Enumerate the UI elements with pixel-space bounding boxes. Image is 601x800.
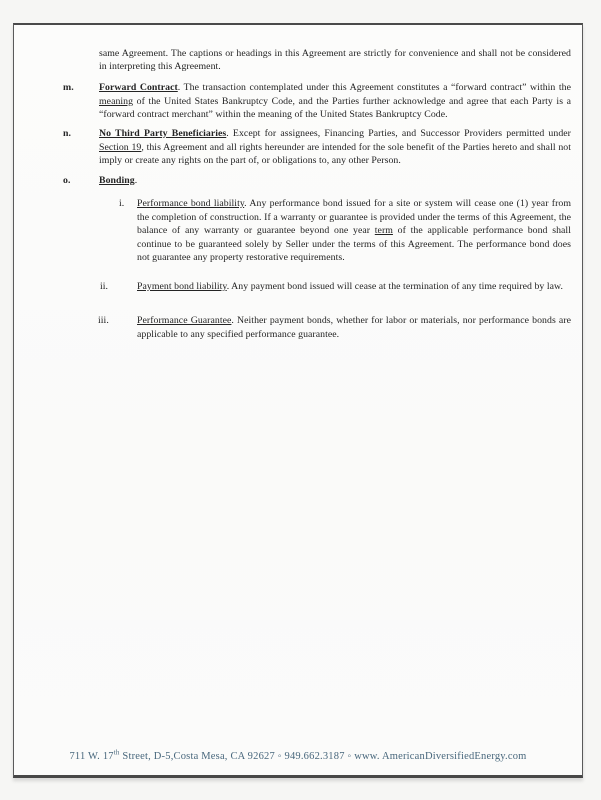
section-paragraph-n bbox=[99, 127, 571, 168]
subsection-label-iii: iii. bbox=[98, 315, 109, 326]
section-heading-n: No Third Party Beneficiaries bbox=[99, 128, 227, 139]
subsection-item-i bbox=[119, 197, 571, 265]
subsection-body-i-1: . Any performance bond issued for a site or system will cease one (1) year from the completion of construction. If a warranty or guarantee is provided under the terms of this Agreement, the balance of any warranty or guarantee beyond one year bbox=[137, 198, 572, 236]
subsection-body-ii: . Any payment bond issued will cease at the termination of any time required by law. bbox=[226, 281, 564, 292]
subsection-paragraph-i bbox=[137, 197, 571, 265]
section-body-m-1: . The transaction contemplated under this Agreement constitutes a “forward contract” within the bbox=[177, 82, 571, 93]
section-heading-m: Forward Contract bbox=[99, 82, 178, 93]
section-body-o: . bbox=[134, 175, 138, 186]
subsection-body-i-2: of the applicable performance bond shall continue to be guaranteed solely by Seller under the terms of this Agreement. The performance bond does not guarantee any property restorative requirements. bbox=[137, 225, 571, 263]
section-heading-o: Bonding bbox=[99, 175, 135, 186]
section-label-n: n. bbox=[63, 128, 71, 139]
underlined-word-term: term bbox=[374, 225, 393, 236]
subsection-paragraph-ii bbox=[137, 280, 571, 294]
section-body-n-1: . Except for assignees, Financing Parties, and Successor Providers permitted under bbox=[226, 128, 571, 139]
section-item-n bbox=[63, 127, 571, 168]
footer-address-line bbox=[14, 750, 582, 764]
subsection-paragraph-iii bbox=[137, 314, 571, 341]
subsection-body-iii: . Neither payment bonds, whether for labor or materials, nor performance bonds are applicable to any specified performance guarantee. bbox=[137, 315, 572, 340]
subsection-label-i: i. bbox=[119, 198, 125, 209]
scanned-document-page bbox=[13, 23, 583, 778]
section-paragraph-o bbox=[99, 174, 571, 188]
section-item-m bbox=[63, 81, 571, 122]
subsection-heading-iii: Performance Guarantee bbox=[137, 315, 232, 326]
subsection-item-iii bbox=[98, 314, 571, 341]
section-paragraph-m bbox=[99, 81, 571, 122]
subsection-heading-i: Performance bond liability bbox=[137, 198, 245, 209]
continued-paragraph: same Agreement. The captions or headings in this Agreement are strictly for convenience and shall not be considered in interpreting this Agreement. bbox=[99, 47, 571, 73]
footer-ordinal-suffix: th bbox=[113, 748, 120, 757]
underlined-word-meaning: meaning bbox=[99, 95, 134, 107]
footer-address-part1: 711 W. 17 bbox=[69, 751, 114, 762]
subsection-item-ii bbox=[100, 280, 571, 294]
footer-address-part2: Street, D-5,Costa Mesa, CA 92627 ◦ 949.662.3187 ◦ www. AmericanDiversifiedEnergy.com bbox=[119, 751, 527, 762]
section-label-o: o. bbox=[63, 175, 71, 186]
section-item-o bbox=[63, 174, 571, 188]
subsection-heading-ii: Payment bond liability bbox=[137, 281, 227, 292]
section-label-m: m. bbox=[63, 82, 74, 93]
section-body-n-2: , this Agreement and all rights hereunder are intended for the sole benefit of the Parties hereto and shall not imply or create any rights on the part of, or obligations to, any other Person. bbox=[99, 141, 572, 166]
section-body-m-2: of the United States Bankruptcy Code, and the Parties further acknowledge and agree that each Party is a “forward contract merchant” within the meaning of the United States Bankruptcy Code. bbox=[99, 95, 571, 120]
section-19-reference: Section 19 bbox=[99, 141, 142, 153]
subsection-label-ii: ii. bbox=[100, 281, 109, 292]
